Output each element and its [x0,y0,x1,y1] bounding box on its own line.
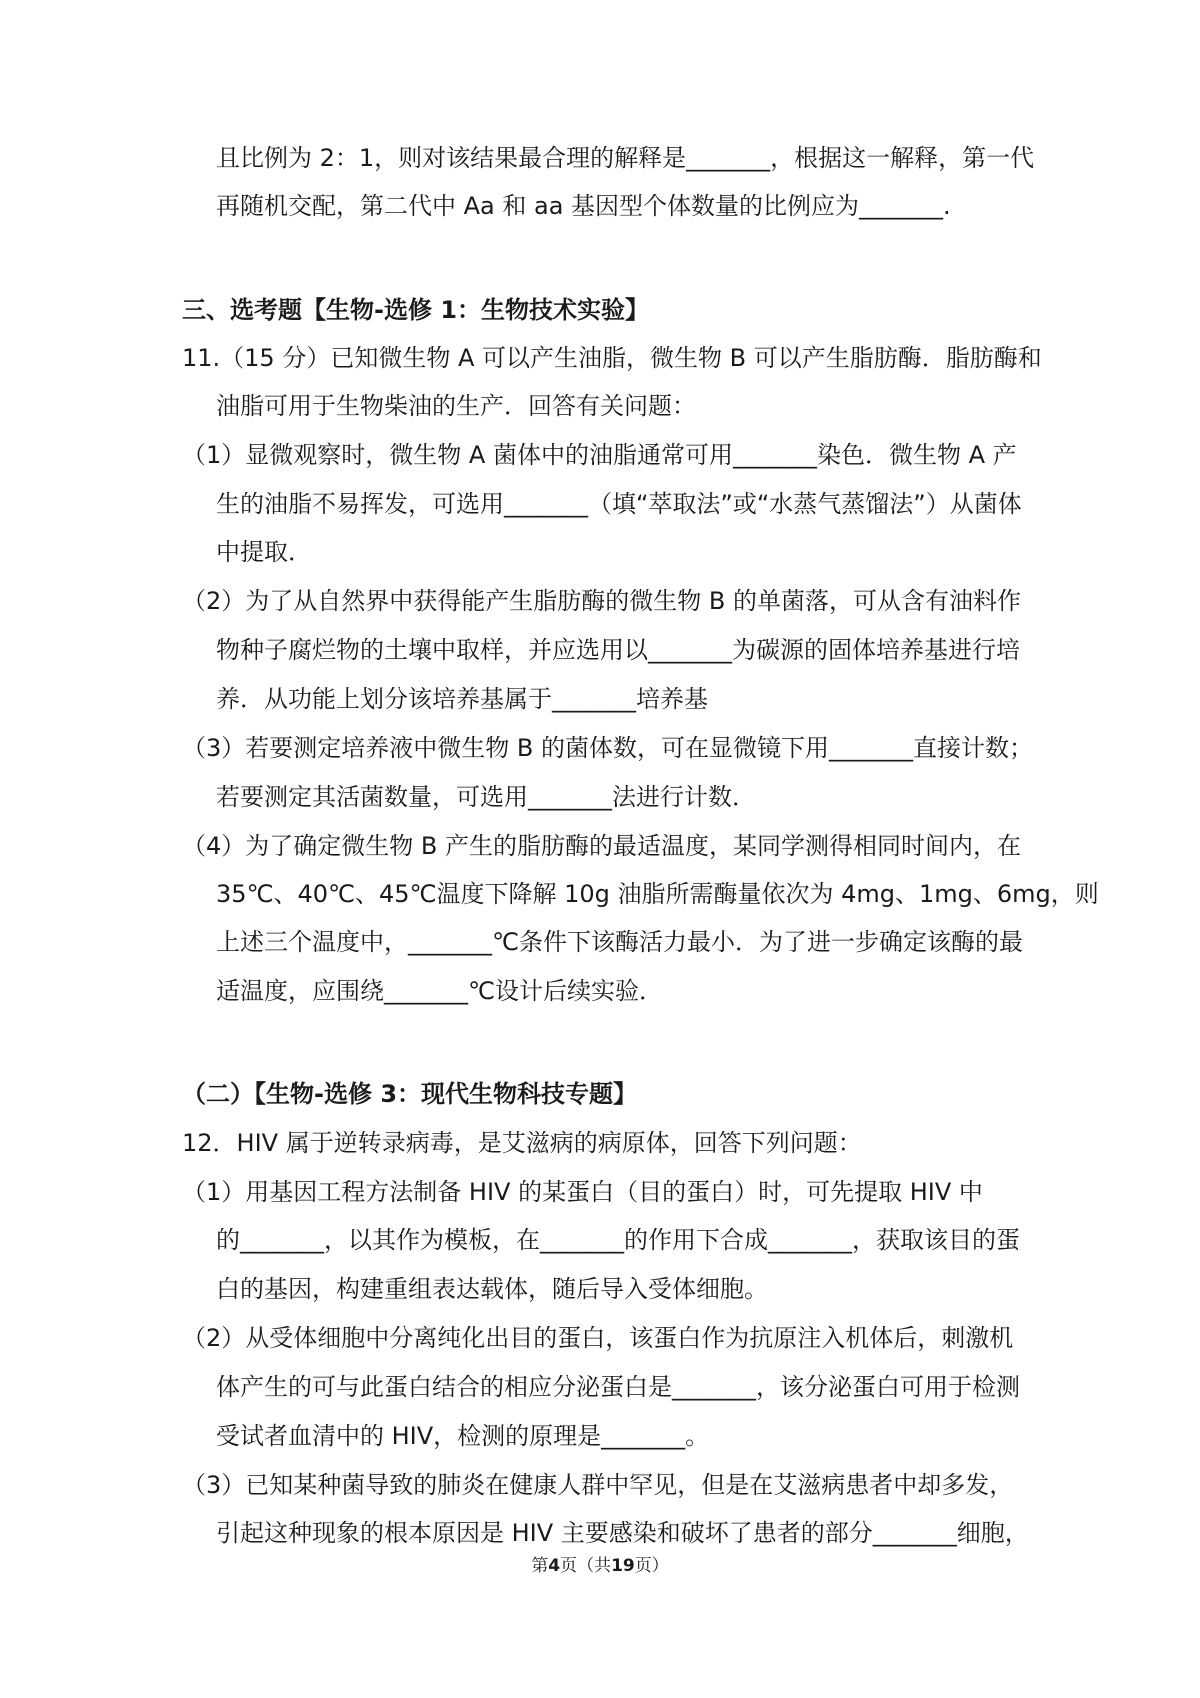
text-line: 引起这种现象的根本原因是 HIV 主要感染和破坏了患者的部分_______细胞， [216,1519,1029,1547]
text-line: 生的油脂不易挥发，可选用_______（填“萃取法”或“水蒸气蒸馏法”）从菌体 [216,490,1022,518]
page-total: 19 [611,1556,635,1576]
section-heading: 三、选考题【生物-选修 1：生物技术实验】 [182,296,650,324]
text-line: 体产生的可与此蛋白结合的相应分泌蛋白是_______，该分泌蛋白可用于检测 [216,1373,1020,1401]
page-number: 4 [548,1556,561,1576]
question-stem: 11.（15 分）已知微生物 A 可以产生油脂，微生物 B 可以产生脂肪酶．脂肪酶和 [182,344,1042,372]
sub-question: （4）为了确定微生物 B 产生的脂肪酶的最适温度，某同学测得相同时间内，在 [182,832,1021,860]
footer-suffix: 页） [634,1556,669,1576]
text-line: 再随机交配，第二代中 Aa 和 aa 基因型个体数量的比例应为_______. [216,192,951,220]
text-line: 白的基因，构建重组表达载体，随后导入受体细胞。 [216,1275,768,1303]
sub-question: （3）若要测定培养液中微生物 B 的菌体数，可在显微镜下用_______直接计数； [182,734,1033,762]
text-line: 物种子腐烂物的土壤中取样，并应选用以_______为碳源的固体培养基进行培 [216,636,1020,664]
text-line: 的_______，以其作为模板，在_______的作用下合成_______，获取该目的蛋 [216,1226,1020,1254]
text-line: 上述三个温度中，_______℃条件下该酶活力最小．为了进一步确定该酶的最 [216,928,1023,956]
text-line: 油脂可用于生物柴油的生产．回答有关问题： [216,392,696,420]
text-line: 且比例为 2：1，则对该结果最合理的解释是_______，根据这一解释，第一代 [216,144,1035,172]
text-line: 养．从功能上划分该培养基属于_______培养基 [216,685,708,713]
sub-question: （2）为了从自然界中获得能产生脂肪酶的微生物 B 的单菌落，可从含有油料作 [182,587,1021,615]
text-line: 适温度，应围绕_______℃设计后续实验． [216,977,663,1005]
page-footer [0,1554,1200,1578]
footer-prefix: 第 [531,1556,549,1576]
text-line: 受试者血清中的 HIV，检测的原理是_______。 [216,1422,710,1450]
sub-question: （2）从受体细胞中分离纯化出目的蛋白，该蛋白作为抗原注入机体后，刺激机 [182,1324,1014,1352]
sub-question: （1）显微观察时，微生物 A 菌体中的油脂通常可用_______染色．微生物 A 产 [182,441,1017,469]
text-line: 若要测定其活菌数量，可选用_______法进行计数． [216,783,756,811]
footer-middle: 页（共 [560,1556,612,1576]
question-stem: 12．HIV 属于逆转录病毒，是艾滋病的病原体，回答下列问题： [182,1129,862,1157]
section-heading: （二）【生物-选修 3：现代生物科技专题】 [182,1080,638,1108]
text-line: 中提取． [216,538,312,566]
text-line: 35℃、40℃、45℃温度下降解 10g 油脂所需酶量依次为 4mg、1mg、6mg，则 [216,880,1099,908]
sub-question: （1）用基因工程方法制备 HIV 的某蛋白（目的蛋白）时，可先提取 HIV 中 [182,1178,983,1206]
sub-question: （3）已知某种菌导致的肺炎在健康人群中罕见，但是在艾滋病患者中却多发， [182,1471,1014,1499]
